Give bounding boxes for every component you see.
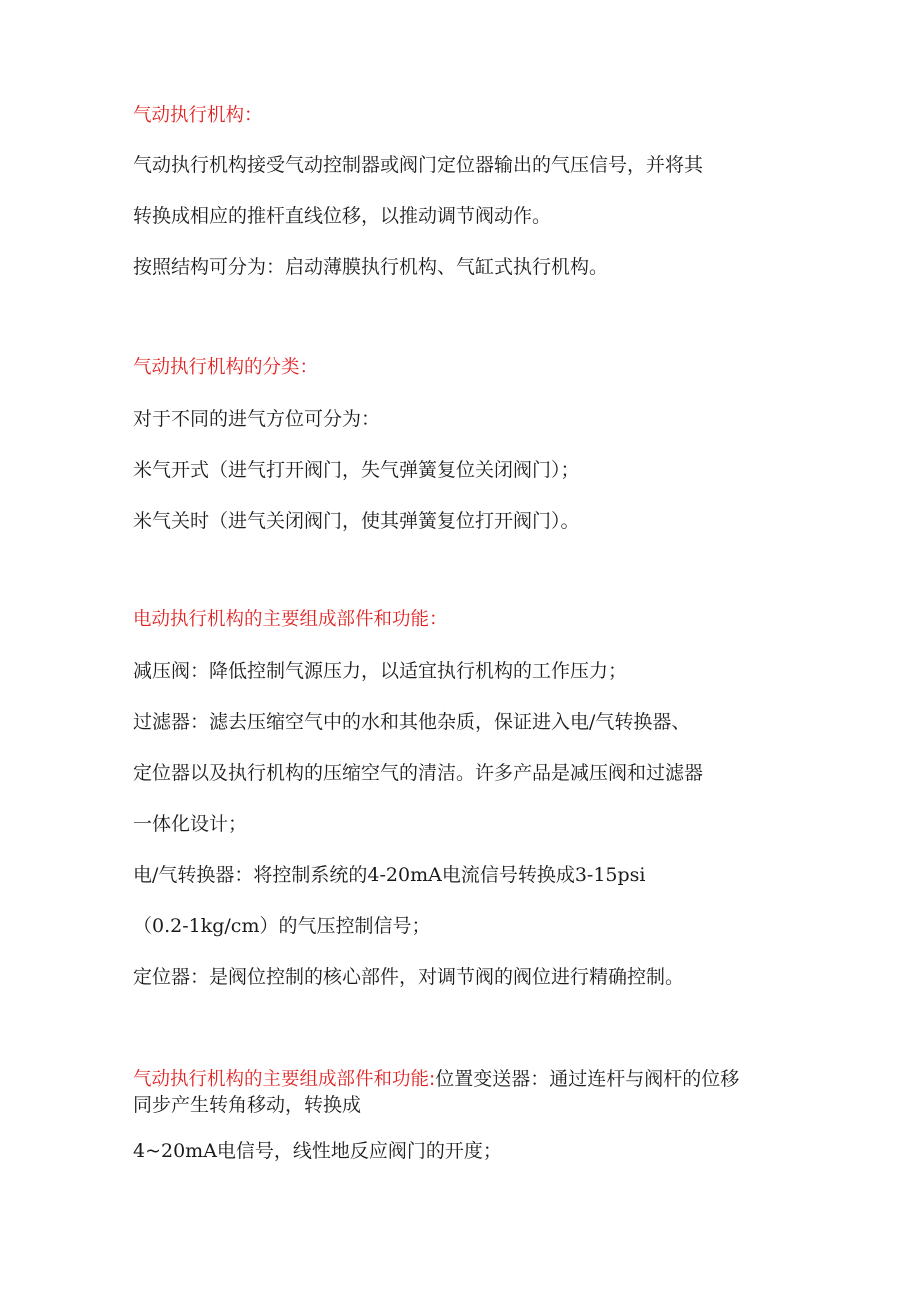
section-heading-pneumatic-actuator: 气动执行机构： (133, 105, 263, 126)
paragraph-line: 4~20mA电信号，线性地反应阀门的开度； (133, 1140, 502, 1162)
paragraph-line: 电/气转换器：将控制系统的4-20mA电流信号转换成3-15psi (133, 864, 646, 886)
paragraph-line: 定位器：是阀位控制的核心部件，对调节阀的阀位进行精确控制。 (133, 966, 685, 988)
paragraph-line: 米气关时（进气关闭阀门，使其弹簧复位打开阀门）。 (133, 510, 580, 532)
paragraph-line: 对于不同的进气方位可分为： (133, 408, 381, 430)
paragraph-line: 同步产生转角移动，转换成 (133, 1094, 362, 1116)
paragraph-line: （0.2-1kg/cm）的气压控制信号； (133, 915, 431, 937)
section-heading-pneumatic-components: 气动执行机构的主要组成部件和功能: (133, 1069, 436, 1090)
paragraph-line: 定位器以及执行机构的压缩空气的清洁。许多产品是减压阀和过滤器 (133, 762, 704, 784)
paragraph-line: 转换成相应的推杆直线位移，以推动调节阀动作。 (133, 205, 552, 227)
section-4-first-line (133, 1066, 739, 1093)
inline-text: 位置变送器：通过连杆与阀杆的位移 (435, 1068, 740, 1090)
paragraph-line: 气动执行机构接受气动控制器或阀门定位器输出的气压信号，并将其 (133, 154, 704, 176)
paragraph-line: 减压阀：降低控制气源压力，以适宜执行机构的工作压力； (133, 660, 628, 682)
section-heading-electric-components: 电动执行机构的主要组成部件和功能： (133, 609, 448, 630)
paragraph-line: 一体化设计； (133, 813, 248, 835)
section-heading-classification: 气动执行机构的分类： (133, 357, 319, 378)
paragraph-line: 米气开式（进气打开阀门，失气弹簧复位关闭阀门）； (133, 459, 580, 481)
paragraph-line: 过滤器：滤去压缩空气中的水和其他杂质，保证进入电/气转换器、 (133, 711, 691, 733)
paragraph-line: 按照结构可分为：启动薄膜执行机构、气缸式执行机构。 (133, 256, 609, 278)
